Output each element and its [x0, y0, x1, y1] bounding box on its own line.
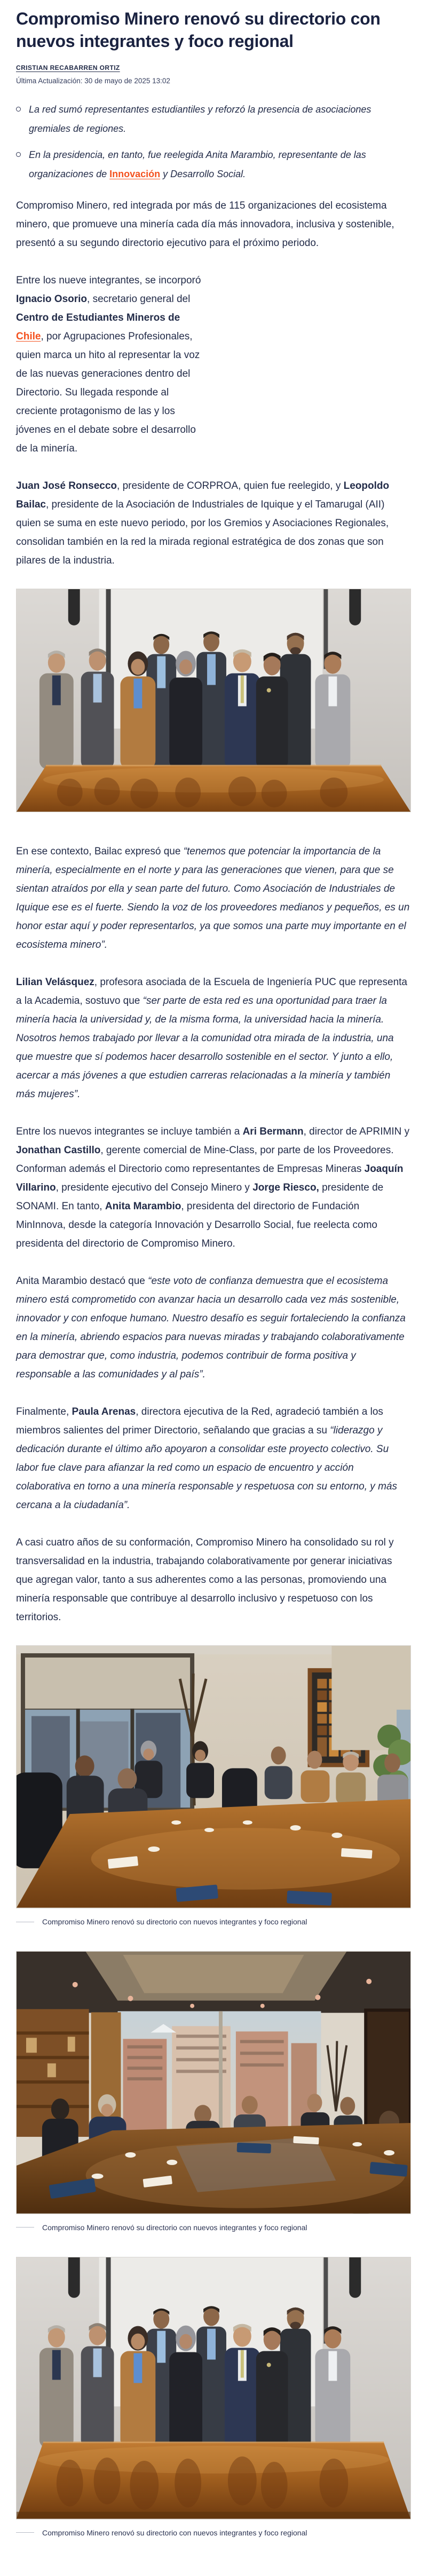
- text-segment: “ser parte de esta red es una oportunidad para traer la minería hacia la universidad y, de la misma forma, la universidad hacia la minería. Nosotros hemos trabajado por llevar a la comunidad otra mirada de la industria, una que muestre que sí podemos hacer desarrollo sostenible en el sector. Y junto a ello, acercar a más jóvenes a que estudien carreras relacionadas a la minería y también más mujeres”.: [16, 995, 394, 1100]
- paragraph: [16, 271, 202, 458]
- inline-link[interactable]: Chile: [16, 331, 41, 343]
- text-segment: , profesora asociada de la Escuela de Ingeniería PUC que representa a la Academia, sostuvo que: [16, 977, 407, 1007]
- photo-directors-group-image: [16, 589, 411, 812]
- bullet-text: [29, 145, 400, 184]
- text-segment: , por Agrupaciones Profesionales, quien marca un hito al representar la voz de las nuevas generaciones dentro del Directorio. Su llegada responde al creciente protagonismo de las y los jóvenes en el debate sobre el desarrollo de la minería.: [16, 331, 200, 455]
- caption-text: Compromiso Minero renovó su directorio con nuevos integrantes y foco regional: [42, 2223, 307, 2232]
- paragraph: [16, 1272, 411, 1384]
- text-segment: “liderazgo y dedicación durante el último año apoyaron a consolidar este proyecto colectivo. Su labor fue clave para afianzar la red como un espacio de encuentro y acción colaborativa en torno a una minería responsable y respetuosa con su entorno, y más cercana a la ciudadanía”.: [16, 1425, 397, 1511]
- text-segment: , presidente de la Asociación de Industriales de Iquique y el Tamarugal (AII) quien se suma en este nuevo periodo, por los Gremios y Asociaciones Regionales, consolidan también en la red la mirada regional estratégica de dos zonas que son pilares de la industria.: [16, 499, 389, 567]
- photo-boardroom-2-image: [16, 1951, 411, 2214]
- text-segment: Joaquín Villarino: [16, 1163, 404, 1194]
- caption-text: Compromiso Minero renovó su directorio con nuevos integrantes y foco regional: [42, 2528, 307, 2537]
- text-segment: Compromiso Minero, red integrada por más de 115 organizaciones del ecosistema minero, que promueve una minería cada día más innovadora, inclusiva y sostenible, presentó a su segundo directorio ejecutivo para el próximo periodo.: [16, 200, 394, 249]
- caption-dash-icon: [16, 2227, 34, 2228]
- article-photo-boardroom-2: [16, 1951, 411, 2232]
- text-segment: , gerente comercial de Mine-Class, por parte de los Proveedores. Conforman además el Directorio como representantes de Empresas Mineras: [16, 1145, 394, 1175]
- paragraph: [16, 196, 411, 252]
- text-segment: , presidente de CORPROA, quien fue reelegido, y: [117, 480, 344, 492]
- author-byline-link[interactable]: CRISTIAN RECABARREN ORTIZ: [16, 64, 120, 72]
- body-paragraphs: [16, 842, 411, 1627]
- article-photo-boardroom-1: [16, 1645, 411, 1927]
- text-segment: , presidente ejecutivo del Consejo Minero y: [56, 1182, 253, 1194]
- text-segment: Juan José Ronsecco: [16, 480, 117, 492]
- text-segment: Leopoldo Bailac: [16, 480, 390, 511]
- article-photo-directors-group-2: [16, 2257, 411, 2538]
- text-segment: Ignacio Osorio: [16, 294, 88, 305]
- text-segment: Finalmente,: [16, 1406, 72, 1418]
- text-segment: Anita Marambio destacó que: [16, 1275, 148, 1287]
- text-segment: Entre los nueve integrantes, se incorporó: [16, 275, 201, 287]
- bullet-circle-icon: [16, 152, 21, 157]
- text-segment: Jorge Riesco,: [252, 1182, 319, 1194]
- text-segment: Entre los nuevos integrantes se incluye también a: [16, 1126, 243, 1138]
- text-segment: “este voto de confianza demuestra que el ecosistema minero está comprometido con avanzar hacia un desarrollo cada vez más sostenible, innovador y con enfoque humano. Nuestro desafío es seguir fortaleciendo la confianza en la minería, abriendo espacios para nuevas miradas y trabajando colaborativamente para demostrar que, como industria, podemos contribuir de forma positiva y responsable a las comunidades y al país”.: [16, 1275, 406, 1381]
- caption-text: Compromiso Minero renovó su directorio con nuevos integrantes y foco regional: [42, 1917, 307, 1926]
- text-segment: A casi cuatro años de su conformación, Compromiso Minero ha consolidado su rol y transversalidad en la industria, trabajando colaborativamente por generar iniciativas que agregan valor, tanto a sus adherentes como a las personas, promoviendo una minería responsable que contribuye al desarrollo inclusivo y respetuoso con los territorios.: [16, 1537, 394, 1623]
- text-segment: En la presidencia, en tanto, fue reelegida Anita Marambio, representante de las organizaciones de: [29, 149, 366, 180]
- bullet-text: [29, 100, 400, 138]
- paragraph: [16, 1122, 411, 1253]
- paragraph: [16, 1533, 411, 1627]
- text-segment: Ari Bermann: [242, 1126, 304, 1138]
- text-segment: presidente de SONAMI. En tanto,: [16, 1182, 384, 1212]
- paragraph: [16, 477, 411, 570]
- text-segment: “tenemos que potenciar la importancia de la minería, especialmente en el norte y para las generaciones que vienen, para que se sientan atraídos por ella y sean parte del futuro. Como Asociación de Industriales de Iquique ese es el fuerte. Siendo la voz de los proveedores medianos y pequeños, es un honor estar aquí y poder representarlos, ya que somos una parte muy importante en el ecosistema minero”.: [16, 846, 410, 951]
- text-segment: La red sumó representantes estudiantiles y reforzó la presencia de asociaciones gremiales de regiones.: [29, 104, 371, 134]
- photo-directors-group-2-image: [16, 2257, 411, 2519]
- page-title: Compromiso Minero renovó su directorio con nuevos integrantes y foco regional: [16, 9, 381, 51]
- text-segment: , directora ejecutiva de la Red, agradeció también a los miembros salientes del primer Directorio, señalando que gracias a su: [16, 1406, 383, 1437]
- text-segment: , presidenta del directorio de Fundación MinInnova, desde la categoría Innovación y Desarrollo Social, fue reelecta como presidenta del directorio de Compromiso Minero.: [16, 1201, 377, 1250]
- lead-paragraphs: [16, 196, 411, 570]
- photo-caption: [16, 2528, 411, 2538]
- text-segment: En ese contexto, Bailac expresó que: [16, 846, 184, 858]
- paragraph: [16, 973, 411, 1104]
- text-segment: , secretario general del: [87, 294, 191, 305]
- lead-bullet-item: [16, 100, 400, 138]
- text-segment: Centro de Estudiantes Mineros de: [16, 312, 180, 324]
- text-segment: Paula Arenas: [72, 1406, 136, 1418]
- caption-dash-icon: [16, 2532, 34, 2533]
- text-segment: , director de APRIMIN y: [303, 1126, 410, 1138]
- bullet-circle-icon: [16, 107, 21, 112]
- photo-boardroom-1-image: [16, 1645, 411, 1908]
- text-segment: Jonathan Castillo: [16, 1145, 101, 1156]
- last-updated-text: Última Actualización: 30 de mayo de 2025 13:02: [16, 77, 170, 85]
- paragraph: [16, 1402, 411, 1515]
- text-segment: Anita Marambio: [105, 1201, 181, 1212]
- text-segment: Lilian Velásquez: [16, 977, 94, 988]
- photo-caption: [16, 2223, 411, 2232]
- inline-link[interactable]: Innovación: [109, 169, 161, 180]
- article-photo-directors-group: [16, 589, 411, 812]
- lead-bullet-list: [16, 100, 411, 184]
- lead-bullet-item: [16, 145, 400, 184]
- paragraph: [16, 842, 411, 954]
- text-segment: y Desarrollo Social.: [160, 169, 246, 180]
- photo-caption: [16, 1917, 411, 1927]
